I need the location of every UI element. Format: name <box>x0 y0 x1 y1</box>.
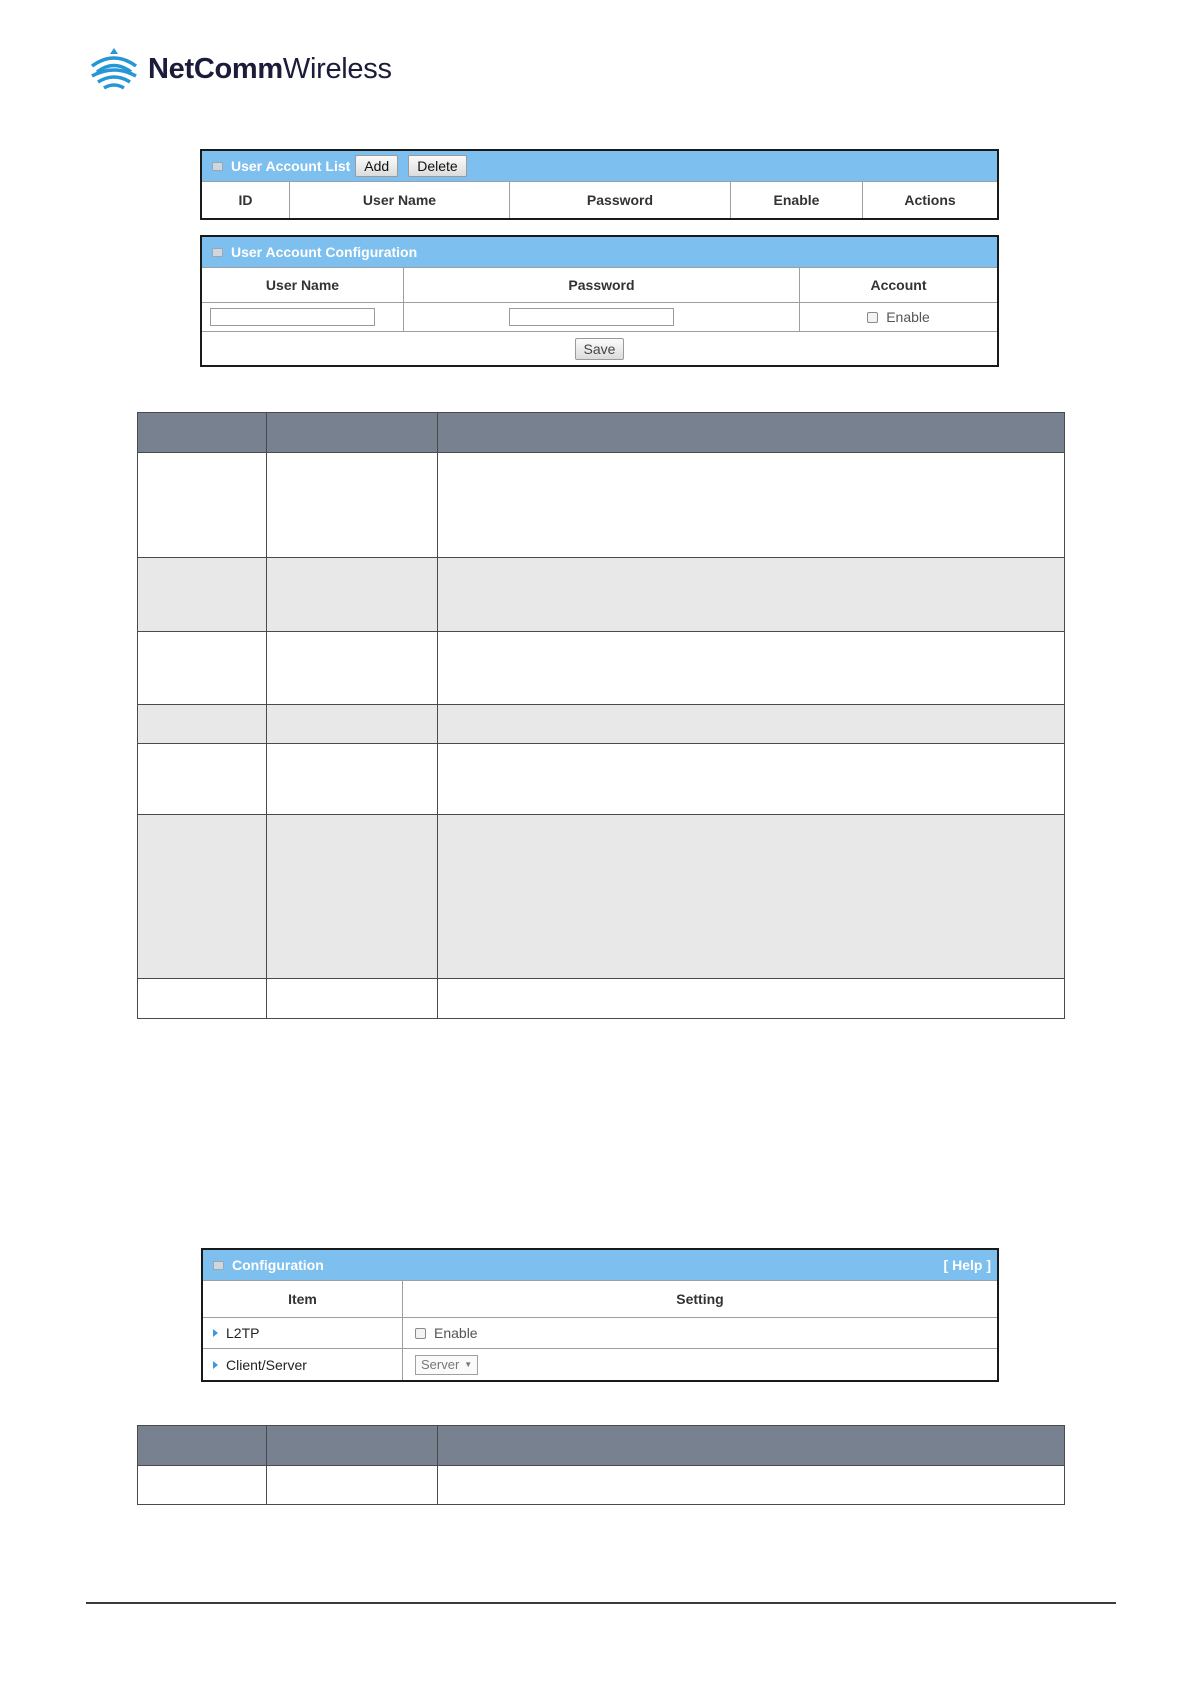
table-row <box>138 705 1065 744</box>
config-row-client-server <box>203 1348 997 1380</box>
item-client-server-label: Client/Server <box>226 1356 307 1373</box>
column-user-name: User Name <box>202 267 404 302</box>
add-button[interactable]: Add <box>355 155 398 177</box>
column-password: Password <box>510 181 731 218</box>
column-password: Password <box>404 267 800 302</box>
wifi-signal-icon <box>88 46 140 92</box>
password-cell <box>404 302 800 331</box>
item-l2tp-label: L2TP <box>226 1325 260 1341</box>
save-button[interactable]: Save <box>575 338 625 360</box>
configuration-panel <box>201 1248 999 1382</box>
user-account-list-header <box>202 151 997 181</box>
column-actions: Actions <box>863 181 997 218</box>
panel-bullet-icon <box>212 248 223 257</box>
column-enable: Enable <box>731 181 863 218</box>
config-column-headers <box>202 267 997 302</box>
item-cell <box>203 1348 403 1380</box>
configuration-title: Configuration <box>232 1257 324 1273</box>
table-row <box>138 558 1065 632</box>
panel-bullet-icon <box>213 1261 224 1270</box>
column-id: ID <box>202 181 290 218</box>
table-row <box>138 744 1065 815</box>
user-account-config-title: User Account Configuration <box>231 244 418 260</box>
account-enable-label: Enable <box>886 309 930 325</box>
table-row <box>138 632 1065 705</box>
parameter-table-2 <box>137 1425 1065 1505</box>
client-server-select[interactable] <box>415 1355 478 1375</box>
brand-name: NetCommWireless <box>148 52 392 85</box>
table-row <box>138 815 1065 979</box>
item-cell <box>203 1317 403 1348</box>
setting-cell <box>403 1348 997 1380</box>
brand-logo <box>88 44 392 94</box>
config-row-l2tp <box>203 1317 997 1348</box>
parameter-table-1 <box>137 412 1065 1019</box>
expand-arrow-icon <box>213 1329 218 1337</box>
column-setting: Setting <box>403 1280 997 1317</box>
user-account-config-header <box>202 237 997 267</box>
panel-bullet-icon <box>212 162 223 171</box>
setting-cell <box>403 1317 997 1348</box>
user-account-list-panel <box>200 149 999 220</box>
save-row <box>202 331 997 365</box>
table-header-row <box>138 413 1065 453</box>
chevron-down-icon: ▼ <box>464 1360 473 1369</box>
help-link[interactable]: [ Help ] <box>943 1257 991 1273</box>
table-row <box>138 1466 1065 1505</box>
column-user-name: User Name <box>290 181 510 218</box>
l2tp-enable-checkbox[interactable] <box>415 1328 426 1339</box>
delete-button[interactable]: Delete <box>408 155 466 177</box>
expand-arrow-icon <box>213 1361 218 1369</box>
configuration-column-headers <box>203 1280 997 1317</box>
table-row <box>138 453 1065 558</box>
user-account-list-columns <box>202 181 997 218</box>
column-account: Account <box>800 267 997 302</box>
account-enable-checkbox[interactable] <box>867 312 878 323</box>
user-name-cell <box>202 302 404 331</box>
account-cell <box>800 302 997 331</box>
footer-divider <box>86 1602 1116 1604</box>
config-input-row <box>202 302 997 331</box>
user-name-input[interactable] <box>210 308 375 326</box>
configuration-header <box>203 1250 997 1280</box>
table-header-row <box>138 1426 1065 1466</box>
user-account-list-title: User Account List <box>231 158 351 174</box>
l2tp-enable-label: Enable <box>434 1325 478 1341</box>
table-row <box>138 979 1065 1019</box>
client-server-select-value: Server <box>421 1357 460 1372</box>
password-input[interactable] <box>509 308 674 326</box>
column-item: Item <box>203 1280 403 1317</box>
user-account-config-panel <box>200 235 999 367</box>
